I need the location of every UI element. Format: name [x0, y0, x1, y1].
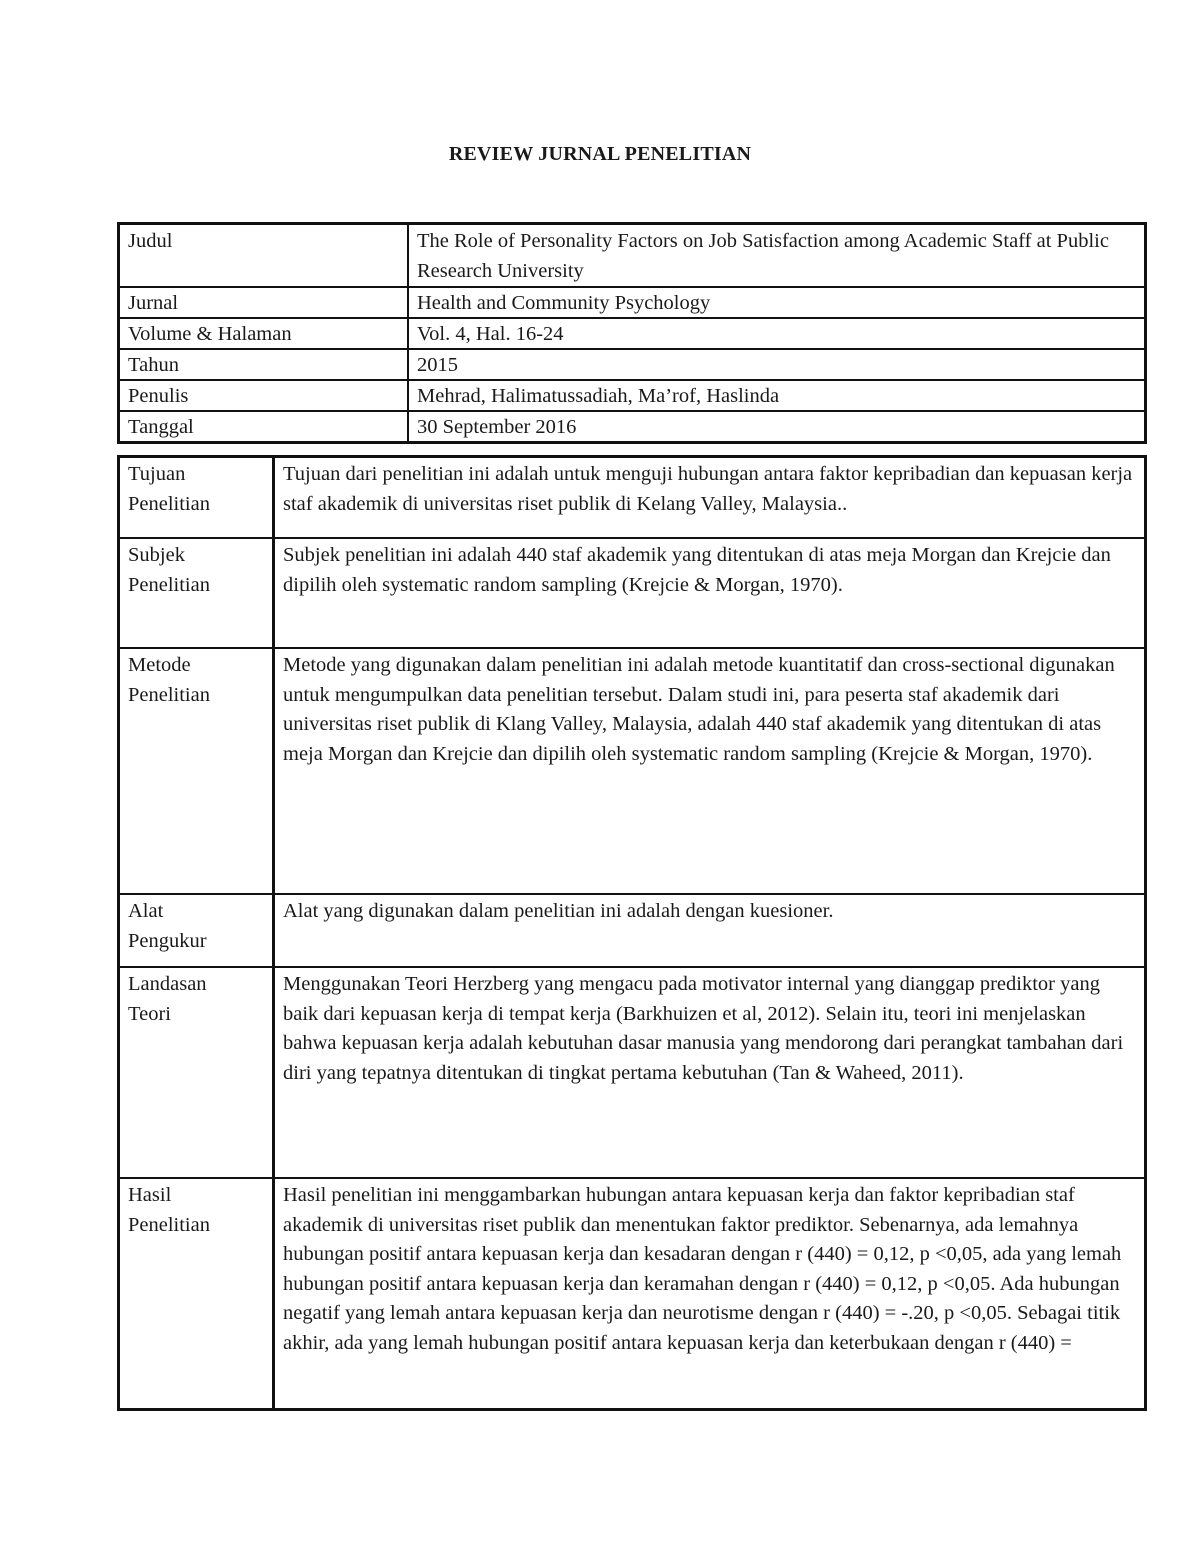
label-line: Landasan [128, 973, 207, 995]
table-row-landasan [119, 967, 1146, 1178]
label-tujuan-penelitian [119, 457, 274, 539]
table-row-tanggal [119, 411, 1146, 443]
value-tanggal: 30 September 2016 [408, 411, 1146, 443]
label-line: Penelitian [128, 492, 210, 515]
label-volume: Volume & Halaman [119, 318, 409, 349]
value-penulis: Mehrad, Halimatussadiah, Ma’rof, Haslinda [408, 380, 1146, 411]
value-tahun: 2015 [408, 349, 1146, 380]
label-subjek-penelitian [119, 538, 274, 648]
label-landasan-teori [119, 967, 274, 1178]
journal-info-table [117, 222, 1147, 444]
label-line: Penelitian [128, 1213, 210, 1236]
value-judul: The Role of Personality Factors on Job Satisfaction among Academic Staff at Public Research University [408, 224, 1146, 288]
table-row-subjek [119, 538, 1146, 648]
table-row-penulis [119, 380, 1146, 411]
table-row-jurnal [119, 287, 1146, 318]
label-line: Penelitian [128, 573, 210, 596]
label-penulis: Penulis [119, 380, 409, 411]
document-title: REVIEW JURNAL PENELITIAN [448, 143, 752, 165]
label-line: Hasil [128, 1184, 172, 1206]
label-line: Tujuan [128, 463, 186, 485]
label-alat-pengukur [119, 894, 274, 967]
table-row-metode [119, 648, 1146, 894]
table-row-volume [119, 318, 1146, 349]
label-line: Teori [128, 1002, 171, 1025]
value-metode-penelitian: Metode yang digunakan dalam penelitian ini adalah metode kuantitatif dan cross-sectional digunakan untuk mengumpulkan data penelitian tersebut. Dalam studi ini, para peserta staf akademik dari universitas riset publik di Klang Valley, Malaysia, adalah 440 staf akademik yang ditentukan di atas meja Morgan dan Krejcie dan dipilih oleh systematic random sampling (Krejcie & Morgan, 1970). [274, 648, 1146, 894]
review-detail-table [117, 455, 1147, 1411]
value-subjek-penelitian: Subjek penelitian ini adalah 440 staf akademik yang ditentukan di atas meja Morgan dan Krejcie dan dipilih oleh systematic random sampling (Krejcie & Morgan, 1970). [274, 538, 1146, 648]
table-row-tahun [119, 349, 1146, 380]
value-landasan-teori: Menggunakan Teori Herzberg yang mengacu pada motivator internal yang dianggap prediktor yang baik dari kepuasan kerja di tempat kerja (Barkhuizen et al, 2012). Selain itu, teori ini menjelaskan bahwa kepuasan kerja adalah kebutuhan dasar manusia yang mendorong dari perangkat tambahan dari diri yang tepatnya ditentukan di tingkat pertama kebutuhan (Tan & Waheed, 2011). [274, 967, 1146, 1178]
label-jurnal: Jurnal [119, 287, 409, 318]
label-tahun: Tahun [119, 349, 409, 380]
value-alat-pengukur: Alat yang digunakan dalam penelitian ini adalah dengan kuesioner. [274, 894, 1146, 967]
label-line: Alat [128, 900, 164, 922]
table-row-alat [119, 894, 1146, 967]
label-line: Penelitian [128, 683, 210, 706]
table-row-judul [119, 224, 1146, 288]
label-metode-penelitian [119, 648, 274, 894]
label-judul: Judul [119, 224, 409, 288]
value-jurnal: Health and Community Psychology [408, 287, 1146, 318]
label-line: Subjek [128, 544, 185, 566]
value-tujuan-penelitian: Tujuan dari penelitian ini adalah untuk menguji hubungan antara faktor kepribadian dan kepuasan kerja staf akademik di universitas riset publik di Kelang Valley, Malaysia.. [274, 457, 1146, 539]
label-hasil-penelitian [119, 1178, 274, 1410]
value-volume: Vol. 4, Hal. 16-24 [408, 318, 1146, 349]
value-hasil-penelitian: Hasil penelitian ini menggambarkan hubungan antara kepuasan kerja dan faktor kepribadian staf akademik di universitas riset publik dan menentukan faktor prediktor. Sebenarnya, ada lemahnya hubungan positif antara kepuasan kerja dan kesadaran dengan r (440) = 0,12, p <0,05, ada yang lemah hubungan positif antara kepuasan kerja dan keramahan dengan r (440) = 0,12, p <0,05. Ada hubungan negatif yang lemah antara kepuasan kerja dan neurotisme dengan r (440) = -.20, p <0,05. Sebagai titik akhir, ada yang lemah hubungan positif antara kepuasan kerja dan keterbukaan dengan r (440) = [274, 1178, 1146, 1410]
table-row-tujuan [119, 457, 1146, 539]
table-row-hasil [119, 1178, 1146, 1410]
label-tanggal: Tanggal [119, 411, 409, 443]
label-line: Pengukur [128, 929, 207, 952]
label-line: Metode [128, 654, 191, 676]
